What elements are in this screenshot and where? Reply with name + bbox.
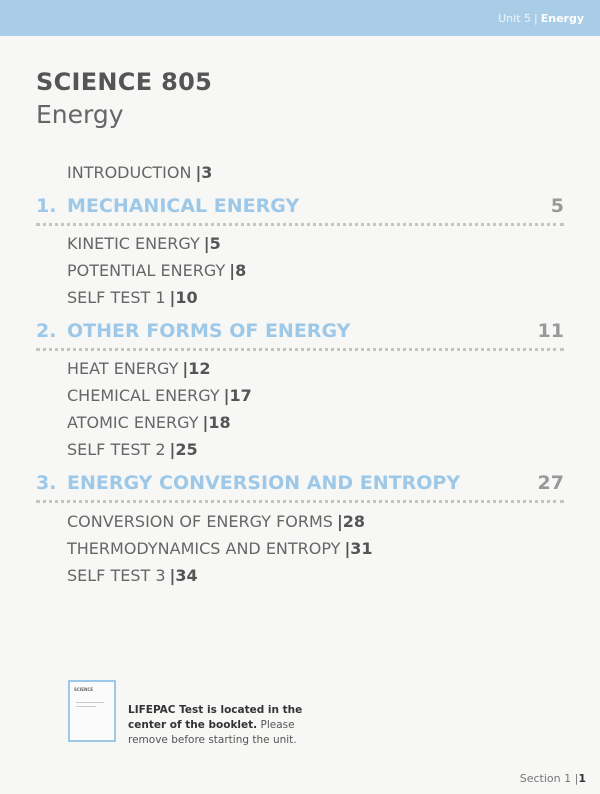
- toc-entry-label: SELF TEST 1: [67, 288, 166, 307]
- section-number: 2.: [36, 320, 57, 342]
- dotted-divider: [36, 223, 564, 226]
- unit-separator: |: [534, 12, 538, 25]
- toc-entry[interactable]: [67, 288, 198, 307]
- booklet-line: [76, 706, 96, 707]
- footer-section: Section 1: [519, 772, 572, 785]
- toc-entry-page: 10: [175, 288, 198, 307]
- toc-entry-label: CHEMICAL ENERGY: [67, 386, 220, 405]
- footer-separator: |: [574, 772, 579, 785]
- page-subtitle: Energy: [36, 100, 124, 129]
- toc-entry-page: 25: [175, 440, 198, 459]
- section-page: 5: [550, 195, 564, 217]
- toc-entry-page: 18: [208, 413, 231, 432]
- toc-entry-separator: |: [169, 566, 176, 585]
- toc-entry[interactable]: [67, 359, 211, 378]
- toc-entry-separator: |: [336, 512, 343, 531]
- toc-entry-label: SELF TEST 2: [67, 440, 166, 459]
- section-page: 11: [537, 320, 564, 342]
- toc-entry[interactable]: [67, 413, 231, 432]
- toc-entry-separator: |: [202, 413, 209, 432]
- toc-entry-separator: |: [223, 386, 230, 405]
- toc-entry[interactable]: [67, 539, 373, 558]
- booklet-line: [76, 702, 104, 703]
- section-title: OTHER FORMS OF ENERGY: [67, 320, 351, 342]
- toc-entry-separator: |: [344, 539, 351, 558]
- section-page: 27: [537, 472, 564, 494]
- toc-entry-page: 31: [350, 539, 373, 558]
- toc-entry-label: POTENTIAL ENERGY: [67, 261, 226, 280]
- toc-entry-page: 8: [235, 261, 247, 280]
- dotted-divider: [36, 348, 564, 351]
- toc-entry-label: HEAT ENERGY: [67, 359, 179, 378]
- booklet-cover-title: SCIENCE: [74, 687, 94, 692]
- section-number: 3.: [36, 472, 57, 494]
- note-text: Please remove before starting the unit.: [128, 719, 297, 746]
- toc-entry[interactable]: [67, 440, 198, 459]
- unit-number: Unit 5: [498, 12, 531, 25]
- header-bar: [0, 0, 600, 36]
- toc-entry-label: CONVERSION OF ENERGY FORMS: [67, 512, 333, 531]
- toc-entry-page: 28: [342, 512, 366, 531]
- toc-entry-separator: |: [203, 234, 210, 253]
- toc-section-1[interactable]: [36, 195, 564, 217]
- footer-page-number: 1: [578, 772, 586, 785]
- toc-entry-separator: |: [169, 288, 176, 307]
- section-title: ENERGY CONVERSION AND ENTROPY: [67, 472, 461, 494]
- unit-topic: Energy: [540, 12, 584, 25]
- toc-entry-separator: |: [195, 163, 202, 182]
- toc-entry-label: KINETIC ENERGY: [67, 234, 200, 253]
- toc-entry-page: 17: [229, 386, 252, 405]
- toc-entry[interactable]: [67, 566, 198, 585]
- toc-entry-label: THERMODYNAMICS AND ENTROPY: [67, 539, 341, 558]
- page-footer: [520, 772, 586, 785]
- toc-entry[interactable]: [67, 512, 365, 531]
- toc-entry-page: 5: [209, 234, 221, 253]
- toc-entry-page: 12: [188, 359, 211, 378]
- toc-section-2[interactable]: [36, 320, 564, 342]
- toc-entry[interactable]: [67, 261, 246, 280]
- toc-entry[interactable]: [67, 386, 252, 405]
- page-title: SCIENCE 805: [36, 68, 213, 96]
- toc-section-3[interactable]: [36, 472, 564, 494]
- toc-entry-separator: |: [229, 261, 236, 280]
- toc-entry-page: 34: [175, 566, 198, 585]
- toc-entry[interactable]: [67, 234, 221, 253]
- toc-entry-label: INTRODUCTION: [67, 163, 192, 182]
- toc-entry-page: 3: [201, 163, 213, 182]
- dotted-divider: [36, 500, 564, 503]
- section-title: MECHANICAL ENERGY: [67, 195, 300, 217]
- section-number: 1.: [36, 195, 57, 217]
- lifepac-booklet-thumbnail: [68, 680, 116, 742]
- toc-entry-label: ATOMIC ENERGY: [67, 413, 199, 432]
- unit-label: [498, 12, 584, 25]
- toc-entry-label: SELF TEST 3: [67, 566, 166, 585]
- lifepac-test-note: [128, 703, 308, 748]
- toc-entry-separator: |: [182, 359, 189, 378]
- note-bold-text: LIFEPAC Test is located in the center of the booklet.: [128, 704, 303, 731]
- toc-entry-separator: |: [169, 440, 176, 459]
- toc-entry-introduction[interactable]: [67, 163, 212, 182]
